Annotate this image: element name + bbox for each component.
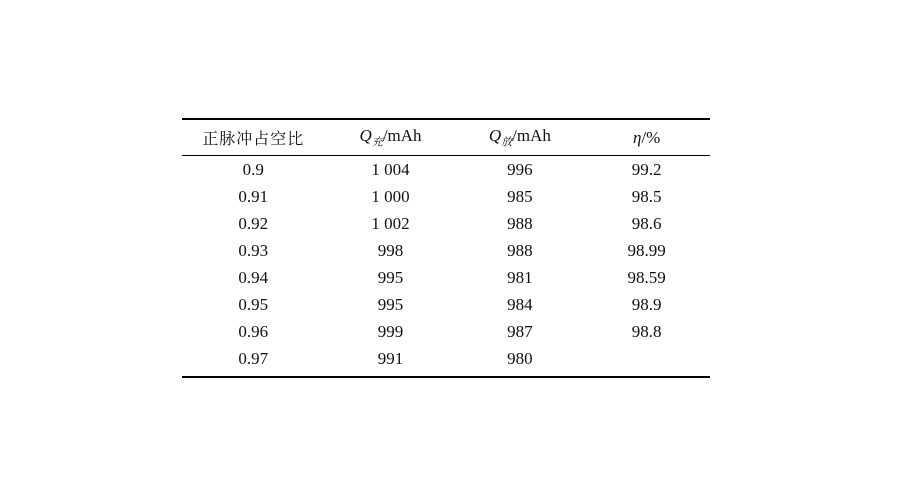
table-header-row <box>182 119 710 156</box>
cell-discharge-capacity: 985 <box>507 186 533 206</box>
cell-efficiency: 98.6 <box>631 213 662 233</box>
symbol-eta: η <box>632 127 642 147</box>
subscript-discharge: 放 <box>501 136 513 149</box>
cell-efficiency: 98.59 <box>627 267 666 287</box>
cell-charge-capacity: 999 <box>377 321 404 341</box>
table-row <box>182 345 710 377</box>
unit-mah-discharge: /mAh <box>512 126 551 145</box>
cell-charge-capacity: 998 <box>377 240 404 260</box>
subscript-charge: 充 <box>371 136 383 149</box>
cell-efficiency: 99.2 <box>631 159 662 179</box>
cell-charge-capacity: 1 004 <box>371 159 410 179</box>
symbol-q-charge: Q <box>359 126 372 145</box>
table-row <box>182 291 710 318</box>
cell-duty-ratio: 0.9 <box>242 159 264 179</box>
cell-discharge-capacity: 988 <box>507 240 533 260</box>
table-row <box>182 183 710 210</box>
table-row <box>182 264 710 291</box>
table-row <box>182 210 710 237</box>
unit-percent: /% <box>641 127 661 147</box>
cell-efficiency: 98.8 <box>631 321 662 341</box>
cell-efficiency: 98.5 <box>631 186 662 206</box>
cell-duty-ratio: 0.97 <box>182 345 325 377</box>
column-header-efficiency <box>583 119 710 156</box>
cell-duty-ratio: 0.96 <box>238 321 269 341</box>
cell-discharge-capacity: 981 <box>507 267 533 287</box>
column-header-discharge-capacity <box>457 119 584 156</box>
data-table-container <box>182 118 710 378</box>
table-row <box>182 318 710 345</box>
column-header-duty-ratio: 正脉冲占空比 <box>182 119 325 156</box>
cell-charge-capacity: 991 <box>325 345 457 377</box>
table-row <box>182 156 710 184</box>
table-body <box>182 156 710 377</box>
column-header-charge-capacity <box>325 119 457 156</box>
cell-discharge-capacity: 996 <box>507 159 533 179</box>
cell-duty-ratio: 0.95 <box>238 294 269 314</box>
cell-charge-capacity: 1 000 <box>371 186 410 206</box>
cell-efficiency: 98.9 <box>631 294 662 314</box>
unit-mah-charge: /mAh <box>382 126 422 145</box>
cell-charge-capacity: 1 002 <box>371 213 410 233</box>
cell-duty-ratio: 0.92 <box>238 213 269 233</box>
cell-efficiency <box>583 345 710 377</box>
cell-charge-capacity: 995 <box>377 294 404 314</box>
cell-duty-ratio: 0.93 <box>238 240 269 260</box>
cell-discharge-capacity: 987 <box>507 321 533 341</box>
cell-discharge-capacity: 980 <box>457 345 584 377</box>
table-head <box>182 119 710 156</box>
cell-discharge-capacity: 988 <box>507 213 533 233</box>
cell-duty-ratio: 0.94 <box>238 267 269 287</box>
symbol-q-discharge: Q <box>488 126 502 145</box>
cell-charge-capacity: 995 <box>377 267 404 287</box>
cell-duty-ratio: 0.91 <box>238 186 269 206</box>
table-row <box>182 237 710 264</box>
cell-efficiency: 98.99 <box>627 240 666 260</box>
data-table <box>182 118 710 378</box>
cell-discharge-capacity: 984 <box>507 294 533 314</box>
